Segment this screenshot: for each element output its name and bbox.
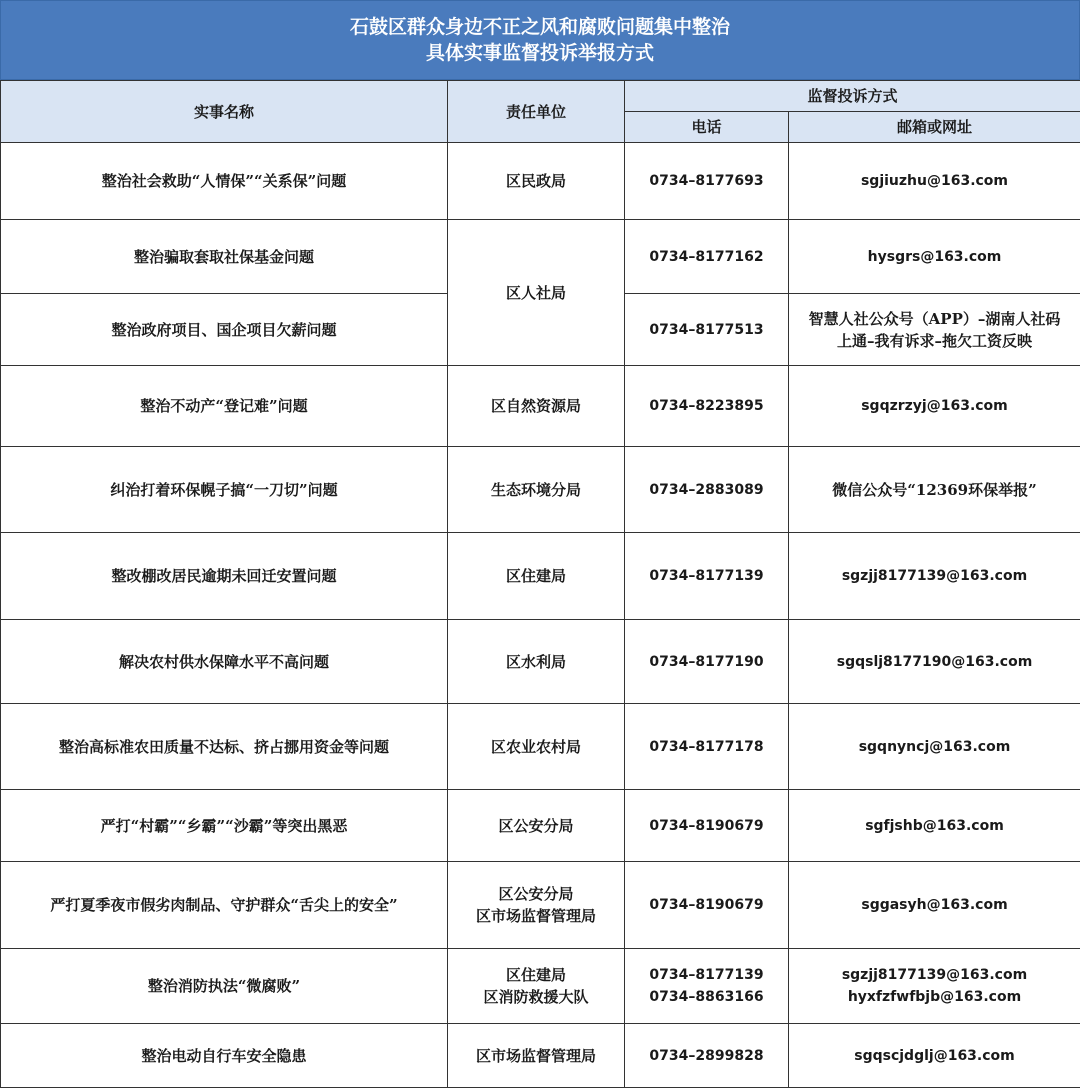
- table-row: [1, 949, 1080, 1024]
- task-cell: 解决农村供水保障水平不高问题: [1, 620, 448, 704]
- header-row: [1, 81, 1080, 112]
- task-cell: 整治电动自行车安全隐患: [1, 1024, 448, 1088]
- contact-cell: sgjiuzhu@163.com: [789, 143, 1080, 220]
- contact-cell: sgqzrzyj@163.com: [789, 366, 1080, 447]
- phone-cell: 0734–8190679: [625, 862, 789, 949]
- task-cell: 纠治打着环保幌子搞“一刀切”问题: [1, 447, 448, 533]
- task-cell: 整改棚改居民逾期未回迁安置问题: [1, 533, 448, 620]
- contact-cell: sgzjj8177139@163.com: [789, 533, 1080, 620]
- table-row: [1, 366, 1080, 447]
- phone-cell: [625, 949, 789, 1024]
- table-row: [1, 533, 1080, 620]
- unit-line-1: 区住建局: [452, 964, 620, 986]
- unit-cell: 生态环境分局: [448, 447, 625, 533]
- contact-line-2: 上通–我有诉求–拖欠工资反映: [793, 330, 1076, 352]
- unit-line-1: 区公安分局: [452, 883, 620, 905]
- task-cell: 整治消防执法“微腐败”: [1, 949, 448, 1024]
- table-row: [1, 220, 1080, 294]
- phone-cell: 0734–8177139: [625, 533, 789, 620]
- table-row: [1, 143, 1080, 220]
- unit-cell: 区公安分局: [448, 790, 625, 862]
- contact-cell: 微信公众号“12369环保举报”: [789, 447, 1080, 533]
- table-row: [1, 862, 1080, 949]
- contact-cell: sggasyh@163.com: [789, 862, 1080, 949]
- phone-cell: 0734–8177190: [625, 620, 789, 704]
- phone-cell: 0734–8177178: [625, 704, 789, 790]
- unit-cell: 区自然资源局: [448, 366, 625, 447]
- task-cell: 严打“村霸”“乡霸”“沙霸”等突出黑恶: [1, 790, 448, 862]
- supervision-table: [0, 80, 1080, 1088]
- phone-cell: 0734–8177693: [625, 143, 789, 220]
- unit-line-2: 区市场监督管理局: [452, 905, 620, 927]
- table-row: [1, 1024, 1080, 1088]
- unit-cell: 区水利局: [448, 620, 625, 704]
- phone-cell: 0734–2883089: [625, 447, 789, 533]
- contact-line-2: hyxfzfwfbjb@163.com: [793, 986, 1076, 1008]
- phone-cell: 0734–8223895: [625, 366, 789, 447]
- task-cell: 整治骗取套取社保基金问题: [1, 220, 448, 294]
- unit-cell: [448, 949, 625, 1024]
- unit-cell: [448, 862, 625, 949]
- contact-cell: [789, 294, 1080, 366]
- unit-cell: 区人社局: [448, 220, 625, 366]
- unit-line-2: 区消防救援大队: [452, 986, 620, 1008]
- task-cell: 整治政府项目、国企项目欠薪问题: [1, 294, 448, 366]
- table-row: [1, 790, 1080, 862]
- contact-cell: sgqslj8177190@163.com: [789, 620, 1080, 704]
- title-line-2: 具体实事监督投诉举报方式: [426, 40, 654, 66]
- title-line-1: 石鼓区群众身边不正之风和腐败问题集中整治: [350, 14, 730, 40]
- header-phone: 电话: [625, 112, 789, 143]
- contact-cell: sgfjshb@163.com: [789, 790, 1080, 862]
- contact-cell: hysgrs@163.com: [789, 220, 1080, 294]
- page-title: [0, 0, 1080, 80]
- table-row: [1, 447, 1080, 533]
- phone-line-2: 0734–8863166: [629, 986, 784, 1008]
- header-method: 监督投诉方式: [625, 81, 1080, 112]
- table-row: [1, 620, 1080, 704]
- phone-cell: 0734–2899828: [625, 1024, 789, 1088]
- phone-line-1: 0734–8177139: [629, 964, 784, 986]
- contact-cell: [789, 949, 1080, 1024]
- contact-line-1: 智慧人社公众号（APP）–湖南人社码: [793, 308, 1076, 330]
- phone-cell: 0734–8190679: [625, 790, 789, 862]
- task-cell: 严打夏季夜市假劣肉制品、守护群众“舌尖上的安全”: [1, 862, 448, 949]
- task-cell: 整治高标准农田质量不达标、挤占挪用资金等问题: [1, 704, 448, 790]
- unit-cell: 区市场监督管理局: [448, 1024, 625, 1088]
- header-task: 实事名称: [1, 81, 448, 143]
- unit-cell: 区民政局: [448, 143, 625, 220]
- header-contact: 邮箱或网址: [789, 112, 1080, 143]
- unit-cell: 区农业农村局: [448, 704, 625, 790]
- contact-cell: sgqscjdglj@163.com: [789, 1024, 1080, 1088]
- unit-cell: 区住建局: [448, 533, 625, 620]
- phone-cell: 0734–8177162: [625, 220, 789, 294]
- contact-cell: sgqnyncj@163.com: [789, 704, 1080, 790]
- task-cell: 整治社会救助“人情保”“关系保”问题: [1, 143, 448, 220]
- contact-line-1: sgzjj8177139@163.com: [793, 964, 1076, 986]
- header-unit: 责任单位: [448, 81, 625, 143]
- task-cell: 整治不动产“登记难”问题: [1, 366, 448, 447]
- phone-cell: 0734–8177513: [625, 294, 789, 366]
- table-row: [1, 704, 1080, 790]
